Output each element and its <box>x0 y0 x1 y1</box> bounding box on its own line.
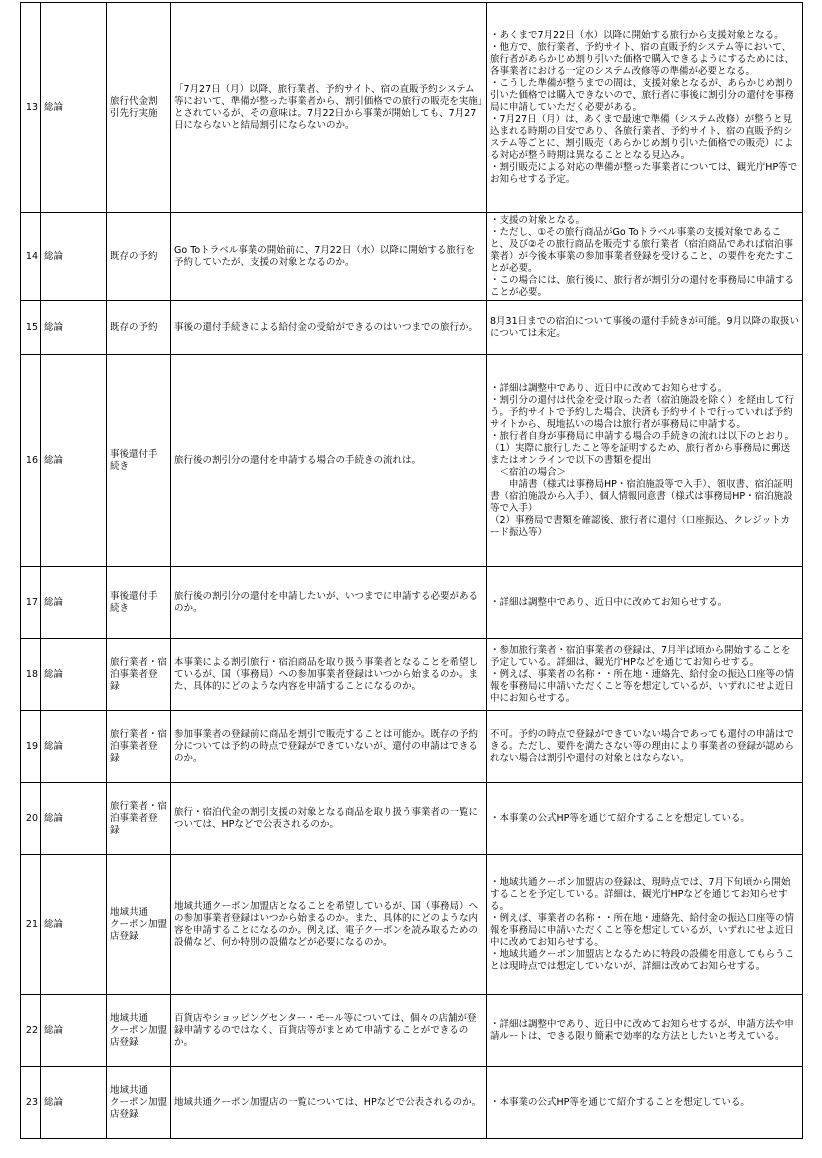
table-row <box>21 639 803 711</box>
row-topic: 既存の予約 <box>107 213 171 301</box>
row-answer: ・詳細は調整中であり、近日中に改めてお知らせするが、申請方法や申請ルートは、できる限り簡素で効率的な方法としたいと考えている。 <box>487 995 803 1067</box>
row-number: 14 <box>21 213 41 301</box>
row-category: 総論 <box>41 213 107 301</box>
row-topic: 地域共通 クーポン加盟 店登録 <box>107 1067 171 1139</box>
row-answer: 不可。予約の時点で登録ができていない場合であっても還付の申請はできる。ただし、要件を満たさない等の理由により事業者の登録が認められない場合は割引や還付の対象とはならない。 <box>487 711 803 783</box>
row-question: 地域共通クーポン加盟店の一覧については、HPなどで公表されるのか。 <box>171 1067 487 1139</box>
row-question: 旅行後の割引分の還付を申請したいが、いつまでに申請する必要があるのか。 <box>171 567 487 639</box>
table-row <box>21 301 803 355</box>
row-number: 16 <box>21 355 41 567</box>
row-topic: 旅行代金割 引先行実施 <box>107 3 171 213</box>
row-category: 総論 <box>41 639 107 711</box>
table-row <box>21 355 803 567</box>
row-answer: ・支援の対象となる。 ・ただし、①その旅行商品がGo Toトラベル事業の支援対象であること、及び②その旅行商品を販売する旅行業者（宿泊商品であれば宿泊事業者）が今後本事業の参加事業者登録を受けること、の要件を充たすことが必要。 ・この場合には、旅行後に、旅行者が割引分の還付を事務局に申請することが必要。 <box>487 213 803 301</box>
row-topic: 旅行業者・宿 泊事業者登 録 <box>107 639 171 711</box>
row-category: 総論 <box>41 995 107 1067</box>
faq-table <box>20 2 803 1139</box>
row-answer: ・本事業の公式HP等を通じて紹介することを想定している。 <box>487 783 803 855</box>
table-row <box>21 995 803 1067</box>
row-number: 21 <box>21 855 41 995</box>
row-answer: ・本事業の公式HP等を通じて紹介することを想定している。 <box>487 1067 803 1139</box>
row-answer: 8月31日までの宿泊について事後の還付手続きが可能。9月以降の取扱いについては未定。 <box>487 301 803 355</box>
row-topic: 旅行業者・宿 泊事業者登 録 <box>107 711 171 783</box>
row-category: 総論 <box>41 567 107 639</box>
row-topic: 地域共通 クーポン加盟 店登録 <box>107 855 171 995</box>
table-row <box>21 3 803 213</box>
row-category: 総論 <box>41 855 107 995</box>
row-question: 「7月27日（月）以降、旅行業者、予約サイト、宿の直販予約システム等において、準備が整った事業者から、割引価格での旅行の販売を実施」とされているが、その意味は。7月22日から事業が開始しても、7月27日にならないと結局割引にならないのか。 <box>171 3 487 213</box>
row-answer: ・地域共通クーポン加盟店の登録は、現時点では、7月下旬頃から開始することを予定している。詳細は、観光庁HPなどを通じてお知らせする。 ・例えば、事業者の名称・・所在地・連絡先、給付金の振込口座等の情報を事務局に申請いただくこと等を想定しているが、いずれにせよ近日中に改めてお知らせする。 ・地域共通クーポン加盟店となるために特段の設備を用意してもらうことは現時点では想定していないが、詳細は改めてお知らせする。 <box>487 855 803 995</box>
row-number: 13 <box>21 3 41 213</box>
row-question: 百貨店やショッピングセンター・モール等については、個々の店舗が登録申請するのではなく、百貨店等がまとめて申請することができるのか。 <box>171 995 487 1067</box>
row-question: 旅行後の割引分の還付を申請する場合の手続きの流れは。 <box>171 355 487 567</box>
table-row <box>21 213 803 301</box>
row-topic: 事後還付手 続き <box>107 355 171 567</box>
row-answer: ・詳細は調整中であり、近日中に改めてお知らせする。 ・割引分の還付は代金を受け取った者（宿泊施設を除く）を経由して行う。予約サイトで予約した場合、決済も予約サイトで行っていれば予約サイトから、現地払いの場合は旅行者が事務局に申請する。 ・旅行者自身が事務局に申請する場合の手続きの流れは以下のとおり。 （1）実際に旅行したこと等を証明するため、旅行者から事務局に郵送またはオンラインで以下の書類を提出 ＜宿泊の場合＞ 申請書（様式は事務局HP・宿泊施設等で入手）、領収書、宿泊証明書（宿泊施設から入手）、個人情報同意書（様式は事務局HP・宿泊施設等で入手） （2）事務局で書類を確認後、旅行者に還付（口座振込、クレジットカード振込等） <box>487 355 803 567</box>
row-question: 参加事業者の登録前に商品を割引で販売することは可能か。既存の予約分については予約の時点で登録ができていないが、還付の申請はできるのか。 <box>171 711 487 783</box>
table-row <box>21 783 803 855</box>
row-category: 総論 <box>41 355 107 567</box>
row-category: 総論 <box>41 1067 107 1139</box>
row-category: 総論 <box>41 3 107 213</box>
row-answer: ・あくまで7月22日（水）以降に開始する旅行から支援対象となる。 ・他方で、旅行業者、予約サイト、宿の直販予約システム等において、旅行者があらかじめ割り引いた価格で購入できるようにするためには、各事業者における一定のシステム改修等の準備が必要となる。 ・こうした準備が整うまでの間は、支援対象となるが、あらかじめ割り引いた価格では購入できないので、旅行者に事後に割引分の還付を事務局に申請していただく必要がある。 ・7月27日（月）は、あくまで最速で準備（システム改修）が整うと見込まれる時期の目安であり、各旅行業者、予約サイト、宿の直販予約システム等ごとに、割引販売（あらかじめ割り引いた価格での販売）による対応が整う時期は異なることとなる見込み。 ・割引販売による対応の準備が整った事業者については、観光庁HP等でお知らせする予定。 <box>487 3 803 213</box>
faq-table-body <box>21 3 803 1139</box>
row-category: 総論 <box>41 783 107 855</box>
row-number: 20 <box>21 783 41 855</box>
row-answer: ・詳細は調整中であり、近日中に改めてお知らせする。 <box>487 567 803 639</box>
row-number: 15 <box>21 301 41 355</box>
row-number: 22 <box>21 995 41 1067</box>
row-number: 18 <box>21 639 41 711</box>
row-category: 総論 <box>41 301 107 355</box>
row-question: 地域共通クーポン加盟店となることを希望しているが、国（事務局）への参加事業者登録はいつから始まるのか。また、具体的にどのような内容を申請することになるのか。例えば、電子クーポンを読み取るための設備など、何か特別の設備などが必要になるのか。 <box>171 855 487 995</box>
row-number: 23 <box>21 1067 41 1139</box>
row-question: 旅行・宿泊代金の割引支援の対象となる商品を取り扱う事業者の一覧については、HPなどで公表されるのか。 <box>171 783 487 855</box>
row-topic: 地域共通 クーポン加盟 店登録 <box>107 995 171 1067</box>
row-question: Go Toトラベル事業の開始前に、7月22日（水）以降に開始する旅行を予約していたが、支援の対象となるのか。 <box>171 213 487 301</box>
table-row <box>21 567 803 639</box>
row-number: 19 <box>21 711 41 783</box>
row-topic: 事後還付手 続き <box>107 567 171 639</box>
row-category: 総論 <box>41 711 107 783</box>
table-row <box>21 855 803 995</box>
row-number: 17 <box>21 567 41 639</box>
row-topic: 旅行業者・宿 泊事業者登 録 <box>107 783 171 855</box>
table-row <box>21 711 803 783</box>
table-row <box>21 1067 803 1139</box>
row-topic: 既存の予約 <box>107 301 171 355</box>
row-question: 本事業による割引旅行・宿泊商品を取り扱う事業者となることを希望しているが、国（事務局）への参加事業者登録はいつから始まるのか。また、具体的にどのような内容を申請することになるのか。 <box>171 639 487 711</box>
row-answer: ・参加旅行業者・宿泊事業者の登録は、7月半ば頃から開始することを予定している。詳細は、観光庁HPなどを通じてお知らせする。 ・例えば、事業者の名称・・所在地・連絡先、給付金の振込口座等の情報を事務局に申請いただくこと等を想定しているが、いずれにせよ近日中にお知らせする。 <box>487 639 803 711</box>
row-question: 事後の還付手続きによる給付金の受給ができるのはいつまでの旅行か。 <box>171 301 487 355</box>
